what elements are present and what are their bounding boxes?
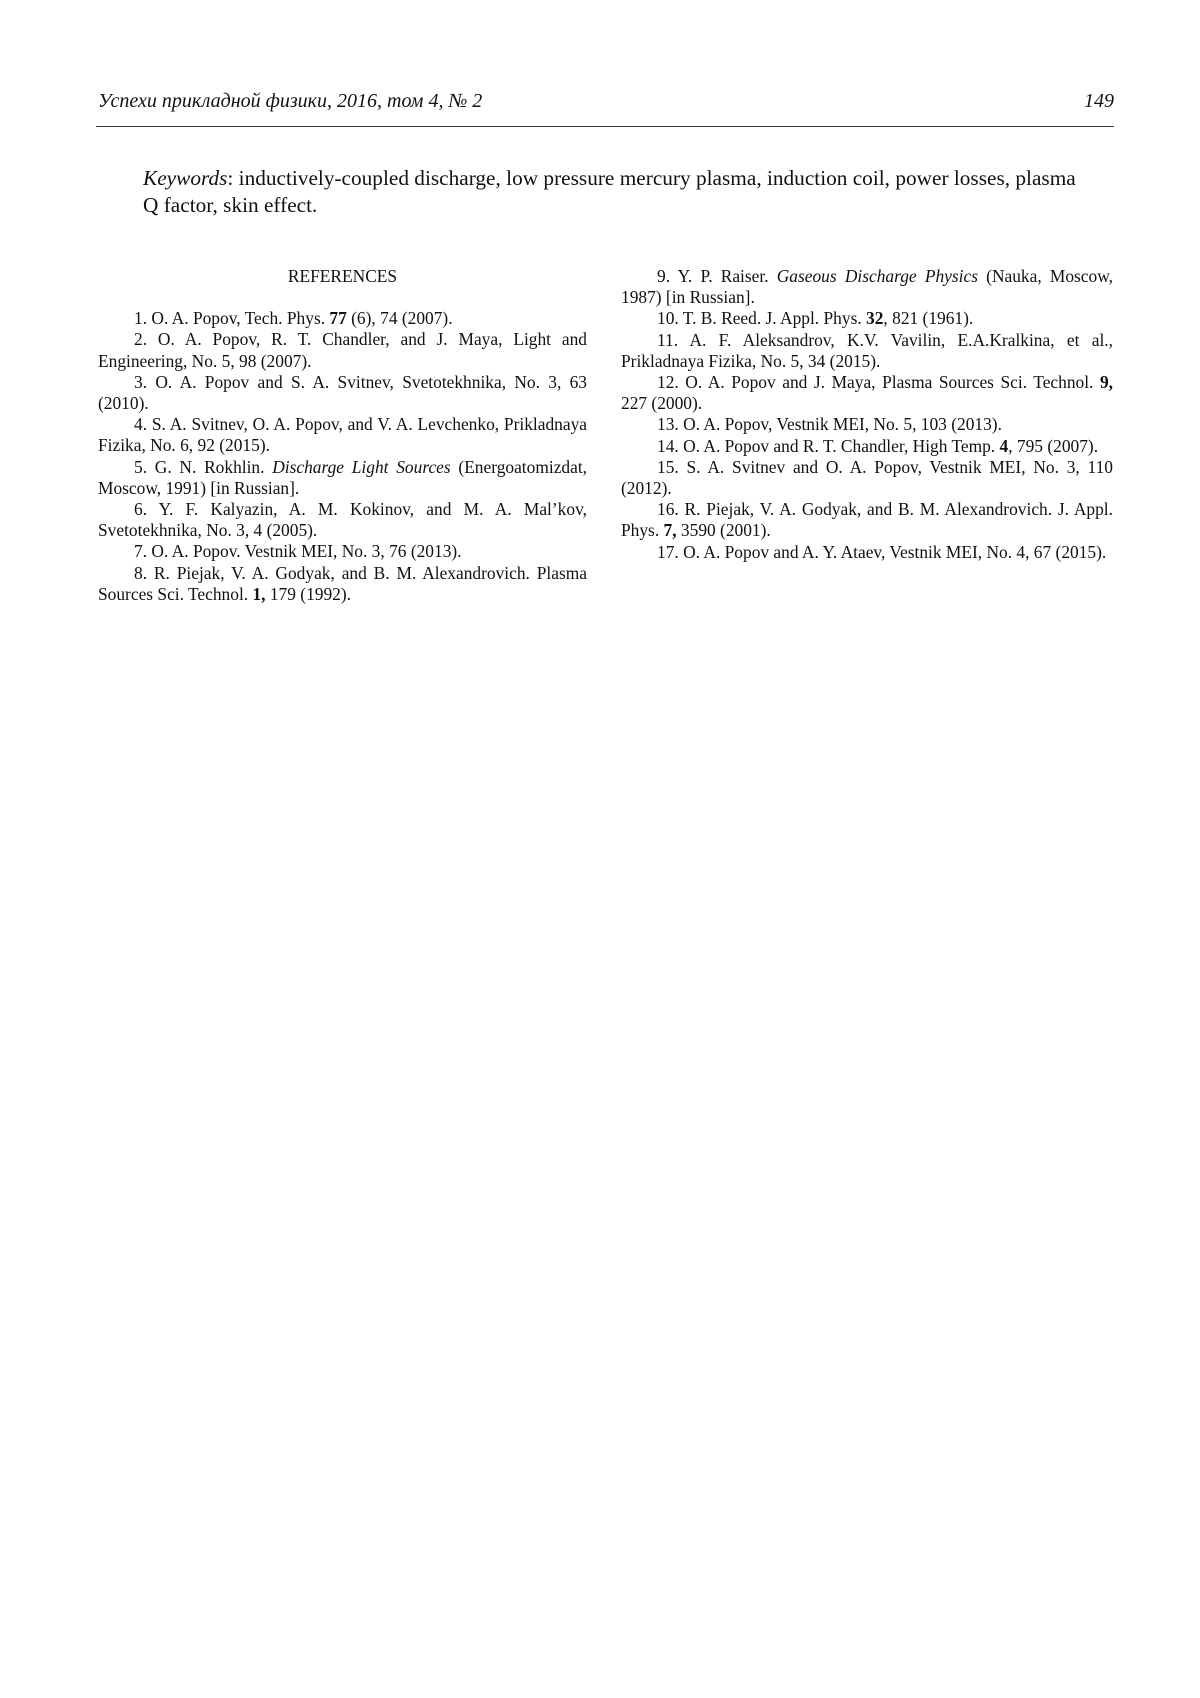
reference-item: [98, 414, 587, 456]
reference-title: Gaseous Discharge Physics: [776, 266, 978, 286]
reference-item: [98, 372, 587, 414]
references-left-column: [98, 266, 587, 605]
reference-volume: 9,: [1099, 372, 1113, 393]
reference-text: 12. O. A. Popov and J. Maya, Plasma Sources Sci. Technol.: [657, 372, 1100, 393]
reference-item: [98, 308, 587, 329]
header-rule: [96, 126, 1114, 127]
keywords-paragraph: [143, 165, 1083, 219]
reference-item: [621, 436, 1113, 457]
reference-item: [98, 457, 587, 499]
reference-volume: 1,: [252, 583, 266, 604]
keywords-label: Keywords: [143, 166, 228, 190]
reference-item: [98, 541, 587, 562]
reference-title: Discharge Light Sources: [272, 456, 451, 477]
reference-text-end: 179 (1992).: [265, 583, 352, 604]
reference-text: 14. O. A. Popov and R. T. Chandler, High Temp.: [657, 435, 1000, 456]
reference-text-end: (Energoatomizdat, Moscow, 1991) [in Russian].: [98, 456, 588, 498]
reference-text: 3. O. A. Popov and S. A. Svitnev, Svetotekhnika, No. 3, 63 (2010).: [98, 371, 587, 414]
reference-volume: 32: [866, 308, 884, 329]
reference-item: [621, 542, 1113, 563]
reference-text-end: , 795 (2007).: [1008, 435, 1099, 456]
reference-text-end: 3590 (2001).: [676, 520, 771, 541]
page-number: 149: [1084, 90, 1114, 112]
reference-item: [621, 457, 1113, 499]
reference-volume: 7,: [663, 520, 677, 541]
reference-text: 1. O. A. Popov, Tech. Phys.: [134, 308, 330, 329]
reference-item: [621, 330, 1113, 372]
reference-text-end: 227 (2000).: [621, 393, 703, 414]
journal-citation: Успехи прикладной физики, 2016, том 4, № 2: [98, 90, 483, 112]
reference-text: 7. O. A. Popov. Vestnik MEI, No. 3, 76 (2013).: [134, 541, 462, 562]
reference-text-end: , 821 (1961).: [883, 308, 974, 329]
reference-text: 17. O. A. Popov and A. Y. Ataev, Vestnik MEI, No. 4, 67 (2015).: [657, 541, 1107, 562]
keywords-text: : inductively-coupled discharge, low pressure mercury plasma, induction coil, power losses, plasma Q factor, skin effect.: [143, 166, 1076, 217]
reference-text: 6. Y. F. Kalyazin, A. M. Kokinov, and M. A. Mal’kov, Svetotekhnika, No. 3, 4 (2005).: [98, 499, 587, 541]
reference-volume: 4: [999, 435, 1009, 456]
reference-text-end: (Nauka, Moscow, 1987) [in Russian].: [621, 266, 1113, 308]
reference-item: [621, 372, 1113, 414]
references-heading: REFERENCES: [287, 266, 398, 286]
reference-item: [621, 266, 1113, 308]
reference-item: [98, 499, 587, 541]
reference-text: 16. R. Piejak, V. A. Godyak, and B. M. Alexandrovich. J. Appl. Phys.: [621, 499, 1113, 541]
reference-item: [98, 563, 587, 605]
reference-text-end: (6), 74 (2007).: [346, 308, 453, 329]
reference-text: 2. O. A. Popov, R. T. Chandler, and J. Maya, Light and Engineering, No. 5, 98 (2007).: [98, 329, 587, 371]
references-right-column: [621, 266, 1113, 563]
reference-text: 8. R. Piejak, V. A. Godyak, and B. M. Alexandrovich. Plasma Sources Sci. Technol.: [98, 562, 587, 604]
reference-text: 13. O. A. Popov, Vestnik MEI, No. 5, 103 (2013).: [657, 414, 1002, 435]
reference-item: [621, 308, 1113, 329]
reference-text: 5. G. N. Rokhlin.: [134, 456, 273, 477]
reference-text: 15. S. A. Svitnev and O. A. Popov, Vestnik MEI, No. 3, 110 (2012).: [621, 456, 1113, 499]
running-head: [98, 90, 1114, 113]
reference-text: 10. T. B. Reed. J. Appl. Phys.: [657, 308, 867, 329]
reference-item: [621, 499, 1113, 541]
reference-volume: 77: [329, 308, 347, 329]
reference-item: [98, 329, 587, 371]
reference-text: 9. Y. P. Raiser.: [657, 266, 777, 286]
reference-text: 11. A. F. Aleksandrov, K.V. Vavilin, E.A.Kralkina, et al., Prikladnaya Fizika, No. 5, 34 (2015).: [621, 329, 1113, 371]
reference-item: [621, 414, 1113, 435]
reference-text: 4. S. A. Svitnev, O. A. Popov, and V. A. Levchenko, Prikladnaya Fizika, No. 6, 92 (2015).: [98, 414, 587, 456]
